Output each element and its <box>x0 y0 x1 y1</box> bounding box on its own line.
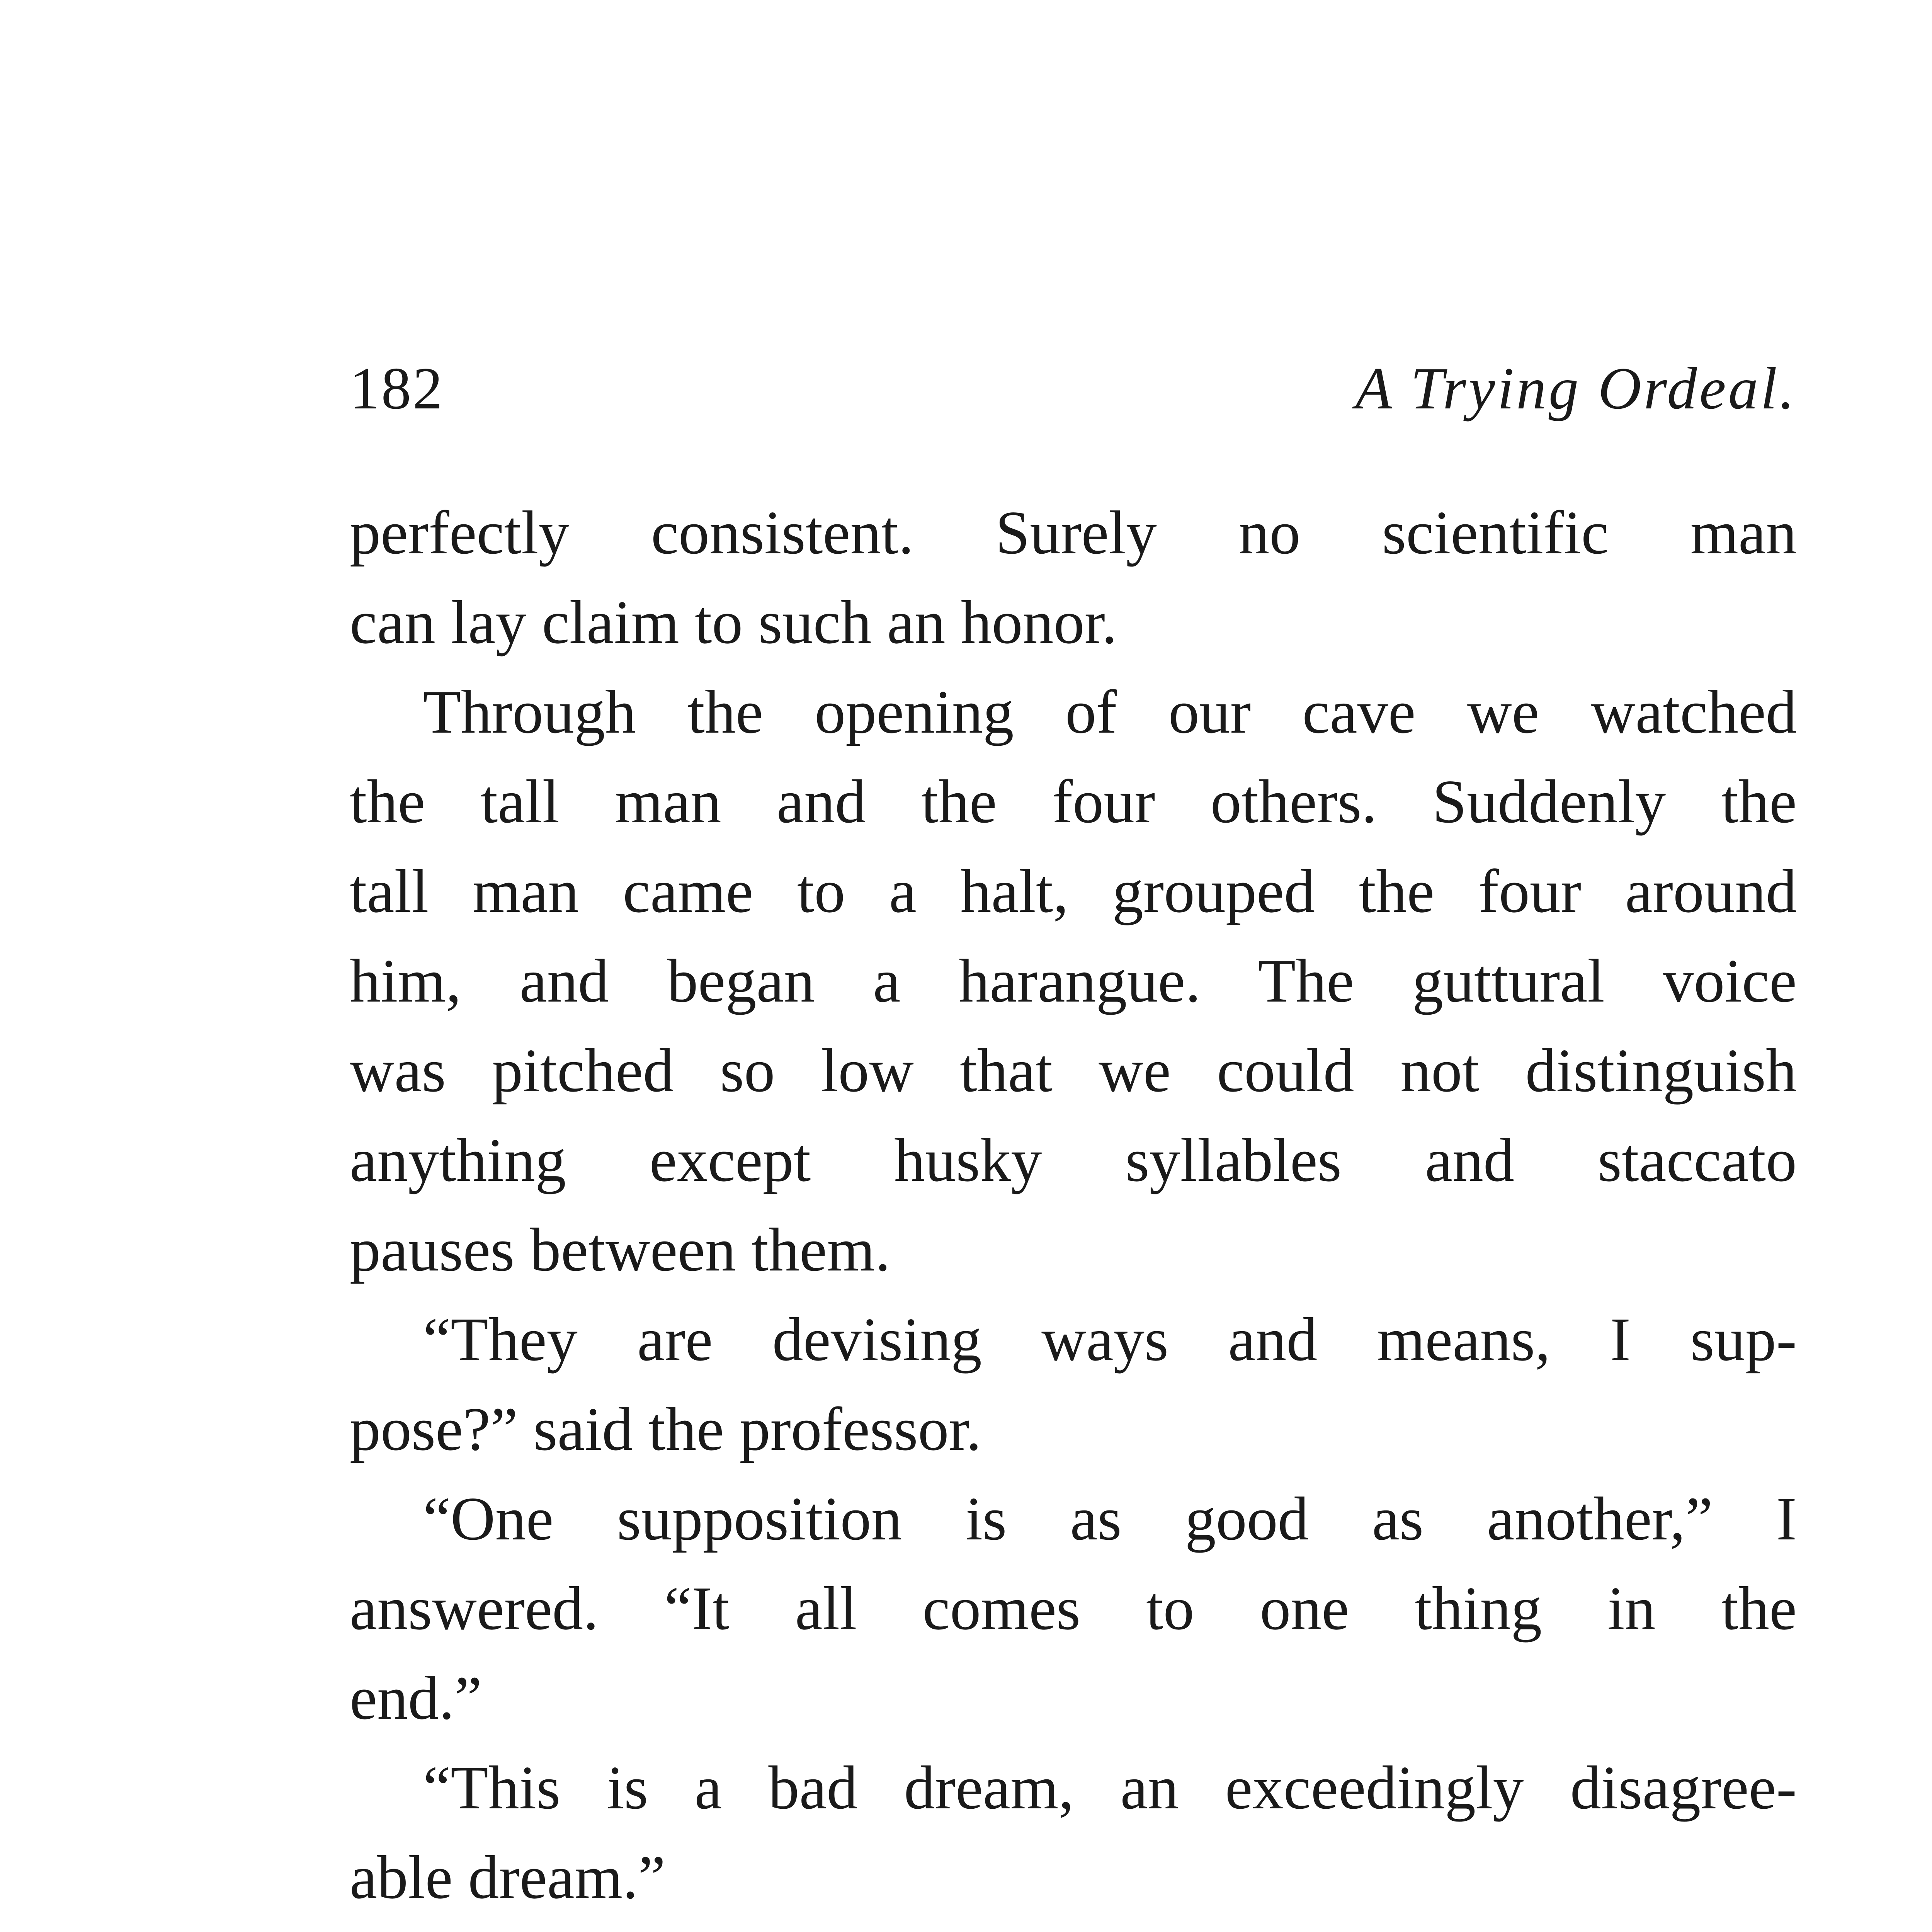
text-line: was pitched so low that we could not distinguish <box>350 1036 1797 1105</box>
text-line: “This is a bad dream, an exceedingly disagree- <box>423 1753 1797 1822</box>
body-text <box>350 488 1797 1932</box>
text-line: Through the opening of our cave we watched <box>423 677 1797 746</box>
running-head <box>350 350 1797 427</box>
text-line: “They are devising ways and means, I sup- <box>423 1305 1797 1374</box>
running-title: A Trying Ordeal. <box>1355 355 1797 422</box>
text-line: “One supposition is as good as another,” I <box>423 1484 1797 1553</box>
text-line: end.” <box>350 1663 482 1732</box>
text-line: him, and began a harangue. The guttural voice <box>350 946 1797 1015</box>
text-line: able dream.” <box>350 1843 666 1912</box>
page-number: 182 <box>350 355 444 422</box>
text-line <box>350 1922 1797 1932</box>
text-line: tall man came to a halt, grouped the four around <box>350 857 1797 925</box>
text-line: anything except husky syllables and staccato <box>350 1126 1797 1194</box>
text-line: the tall man and the four others. Suddenly the <box>350 767 1797 836</box>
text-line: perfectly consistent. Surely no scientific man <box>350 498 1797 567</box>
text-line: pose?” said the professor. <box>350 1395 982 1463</box>
text-line: pauses between them. <box>350 1215 891 1284</box>
text-line: answered. “It all comes to one thing in the <box>350 1574 1797 1643</box>
text-line: can lay claim to such an honor. <box>350 588 1117 656</box>
